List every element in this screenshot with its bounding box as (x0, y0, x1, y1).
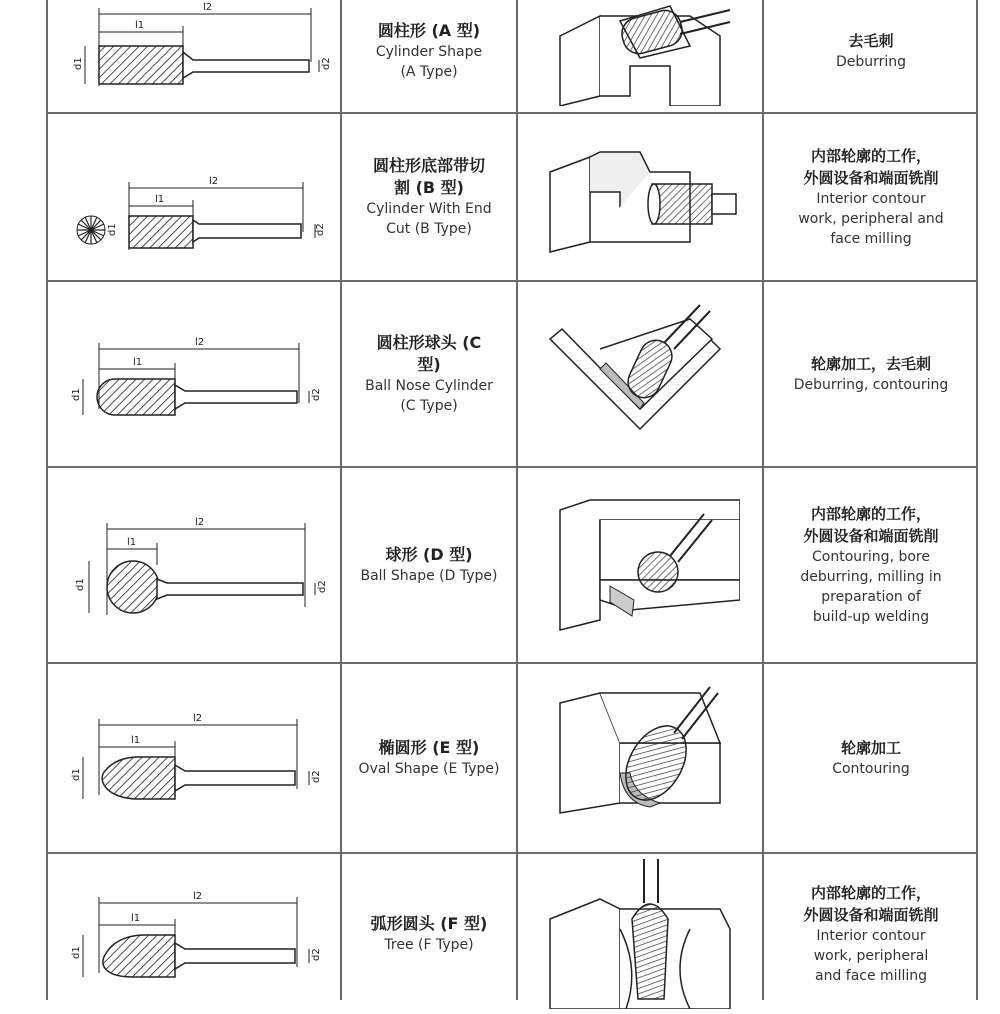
d1-label: d1 (73, 57, 84, 70)
type-name-en: Ball Nose Cylinder (365, 378, 493, 394)
l2-label: l2 (193, 713, 203, 724)
type-name-cell (342, 854, 516, 1014)
application-en: and face milling (814, 968, 927, 984)
application-cell (764, 282, 978, 466)
application-en: Deburring, contouring (793, 377, 949, 393)
type-name-zh: 椭圆形 (E 型) (378, 738, 480, 757)
l1-label: l1 (127, 537, 137, 548)
l1-label: l1 (131, 735, 141, 746)
table-row (46, 468, 978, 662)
d1-label: d1 (75, 578, 86, 591)
application-en: Contouring (832, 761, 910, 777)
application-en: work, peripheral and (798, 211, 944, 227)
tree-burr-drawing (53, 869, 333, 999)
table-row (46, 0, 978, 112)
tree-milling-illustration (540, 859, 740, 1009)
application-cell (764, 0, 978, 112)
type-name-en: Ball Shape (D Type) (360, 568, 498, 584)
cylinder-deburring-illustration (540, 0, 740, 106)
l2-label: l2 (193, 891, 203, 902)
l1-label: l1 (135, 20, 145, 31)
application-zh: 外圆设备和端面铣削 (803, 527, 939, 545)
table-row (46, 854, 978, 1014)
application-zh: 外圆设备和端面铣削 (803, 906, 939, 924)
dimension-drawing (46, 282, 340, 466)
application-en: face milling (830, 231, 912, 247)
oval-burr-drawing (53, 693, 333, 823)
type-name-en: Cut (B Type) (386, 221, 472, 237)
type-name-zh: 圆柱形 (A 型) (377, 21, 481, 40)
d1-label: d1 (71, 946, 82, 959)
d2-label: d2 (311, 770, 322, 783)
ball-bore-deburring-illustration (540, 490, 740, 640)
d1-label: d1 (71, 768, 82, 781)
dimension-drawing (46, 114, 340, 280)
application-zh: 内部轮廓的工作， (810, 505, 931, 523)
application-zh: 轮廓加工 (840, 739, 901, 757)
application-zh: 轮廓加工，去毛刺 (810, 355, 931, 373)
application-en: preparation of (821, 589, 921, 605)
oval-contouring-illustration (540, 683, 740, 833)
end-cut-milling-illustration (540, 132, 740, 262)
application-en: Deburring (835, 54, 907, 70)
application-cell (764, 114, 978, 280)
table-row (46, 664, 978, 852)
d2-label: d2 (311, 388, 322, 401)
type-name-cell (342, 0, 516, 112)
d2-label: d2 (315, 223, 326, 236)
application-zh: 内部轮廓的工作， (810, 147, 931, 165)
application-zh: 外圆设备和端面铣削 (803, 169, 939, 187)
l1-label: l1 (131, 913, 141, 924)
application-en: work, peripheral (813, 948, 929, 964)
type-name-zh: 弧形圆头 (F 型) (370, 914, 488, 933)
d2-label: d2 (317, 580, 328, 593)
application-en: Interior contour (816, 928, 926, 944)
type-name-zh: 球形 (D 型) (385, 545, 473, 564)
application-en: Contouring, bore (812, 549, 930, 565)
d2-label: d2 (311, 948, 322, 961)
type-name-en: (C Type) (400, 398, 458, 414)
l1-label: l1 (133, 357, 143, 368)
cylinder-end-cut-burr-drawing (53, 132, 333, 262)
type-name-cell (342, 664, 516, 852)
type-name-en: (A Type) (400, 64, 458, 80)
dimension-drawing (46, 664, 340, 852)
type-name-cell (342, 114, 516, 280)
application-zh: 内部轮廓的工作， (810, 884, 931, 902)
dimension-drawing (46, 468, 340, 662)
type-name-cell (342, 468, 516, 662)
l2-label: l2 (203, 2, 213, 13)
application-illustration (518, 282, 762, 466)
application-cell (764, 854, 978, 1014)
type-name-en: Cylinder With End (366, 201, 492, 217)
application-en: deburring, milling in (800, 569, 942, 585)
application-illustration (518, 0, 762, 112)
ball-nose-cylinder-burr-drawing (53, 309, 333, 439)
d1-label: d1 (107, 223, 118, 236)
l2-label: l2 (195, 517, 205, 528)
ball-nose-contouring-illustration (540, 299, 740, 449)
application-cell (764, 468, 978, 662)
application-en: build-up welding (812, 609, 930, 625)
application-illustration (518, 664, 762, 852)
d2-label: d2 (321, 57, 332, 70)
table-row (46, 114, 978, 280)
application-cell (764, 664, 978, 852)
cylinder-burr-drawing (53, 0, 333, 106)
d1-label: d1 (71, 388, 82, 401)
l1-label: l1 (155, 194, 165, 205)
application-illustration (518, 114, 762, 280)
table-row (46, 282, 978, 466)
application-illustration (518, 854, 762, 1014)
l2-label: l2 (209, 176, 219, 187)
application-illustration (518, 468, 762, 662)
type-name-zh: 圆柱形球头 (C 型) (376, 333, 482, 374)
type-name-zh: 圆柱形底部带切割 (B 型) (372, 156, 485, 197)
dimension-drawing (46, 854, 340, 1014)
type-name-cell (342, 282, 516, 466)
application-zh: 去毛刺 (848, 32, 894, 50)
type-name-en: Tree (F Type) (384, 937, 474, 953)
ball-burr-drawing (53, 495, 333, 635)
application-en: Interior contour (816, 191, 926, 207)
dimension-drawing (46, 0, 340, 112)
type-name-en: Oval Shape (E Type) (358, 761, 500, 777)
type-name-en: Cylinder Shape (375, 44, 483, 60)
l2-label: l2 (195, 337, 205, 348)
